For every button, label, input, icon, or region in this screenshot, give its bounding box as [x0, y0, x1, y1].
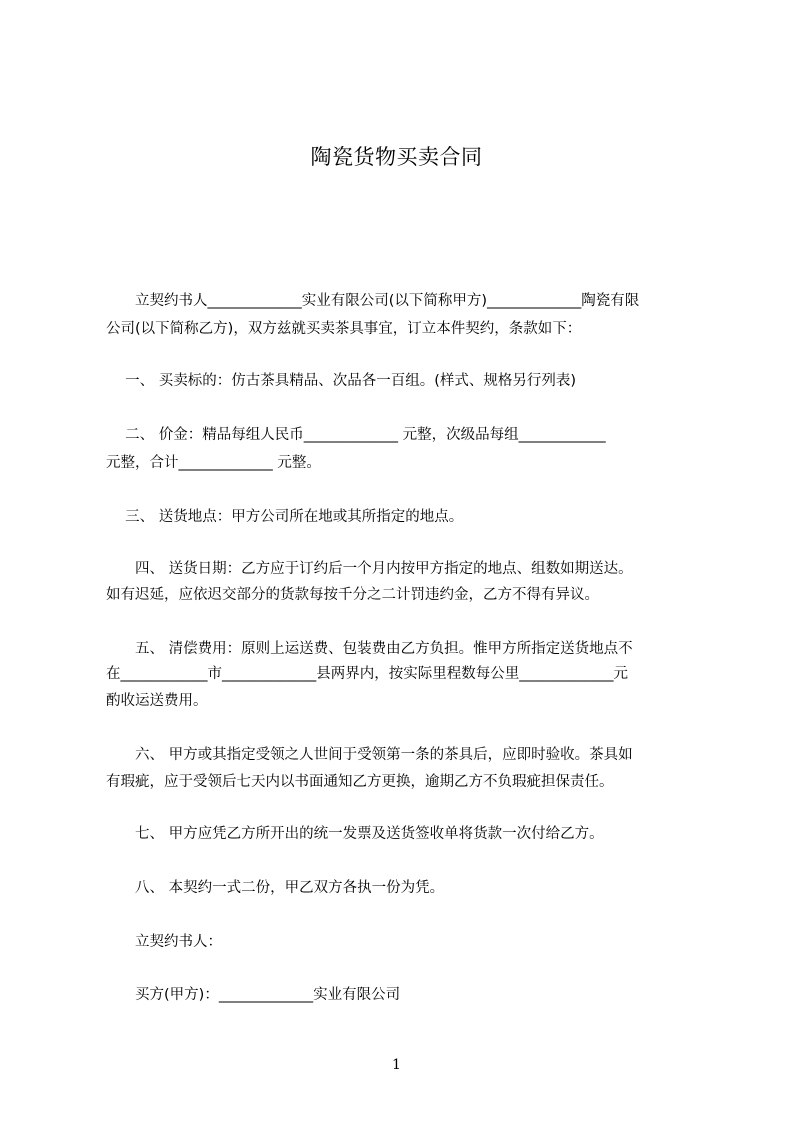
paragraph-line: 公司(以下简称乙方)，双方兹就买卖茶具事宜，订立本件契约，条款如下：	[106, 321, 582, 337]
clause-5-line: 酌收运送费用。	[106, 693, 208, 709]
clause-2-line: 二、 价金：精品每组人民币_____________ 元整，次级品每组____________	[106, 427, 606, 443]
paragraph-line: 立契约书人_____________实业有限公司(以下简称甲方)_____________陶瓷有限	[106, 293, 640, 309]
signatories-heading: 立契约书人：	[106, 934, 222, 950]
clause-3-line: 三、 送货地点：甲方公司所在地或其所指定的地点。	[106, 509, 464, 525]
clause-8-line: 八、 本契约一式二份，甲乙双方各执一份为凭。	[106, 880, 445, 896]
clause-4-line: 四、 送货日期：乙方应于订约后一个月内按甲方指定的地点、组数如期送达。	[106, 561, 633, 577]
clause-1-line: 一、 买卖标的：仿古茶具精品、次品各一百组。(样式、规格另行列表)	[106, 373, 577, 389]
clause-6-line: 六、 甲方或其指定受领之人世间于受领第一条的茶具后，应即时验收。茶具如	[106, 747, 633, 763]
clause-5-line: 在____________市_____________县两界内，按实际里程数每公里_____________元	[106, 666, 628, 682]
clause-7-line: 七、 甲方应凭乙方所开出的统一发票及送货签收单将货款一次付给乙方。	[106, 826, 604, 842]
document-title: 陶瓷货物买卖合同	[310, 145, 483, 169]
clause-2-line: 元整，合计_____________ 元整。	[106, 455, 321, 471]
clause-5-line: 五、 清偿费用：原则上运送费、包装费由乙方负担。惟甲方所指定送货地点不	[106, 641, 633, 657]
clause-4-line: 如有迟延，应依迟交部分的货款每按千分之二计罚违约金，乙方不得有异议。	[106, 587, 599, 603]
page-number: 1	[392, 1057, 401, 1073]
buyer-line: 买方(甲方)：_____________实业有限公司	[106, 987, 401, 1003]
clause-6-line: 有瑕疵，应于受领后七天内以书面通知乙方更换，逾期乙方不负瑕疵担保责任。	[106, 774, 614, 790]
